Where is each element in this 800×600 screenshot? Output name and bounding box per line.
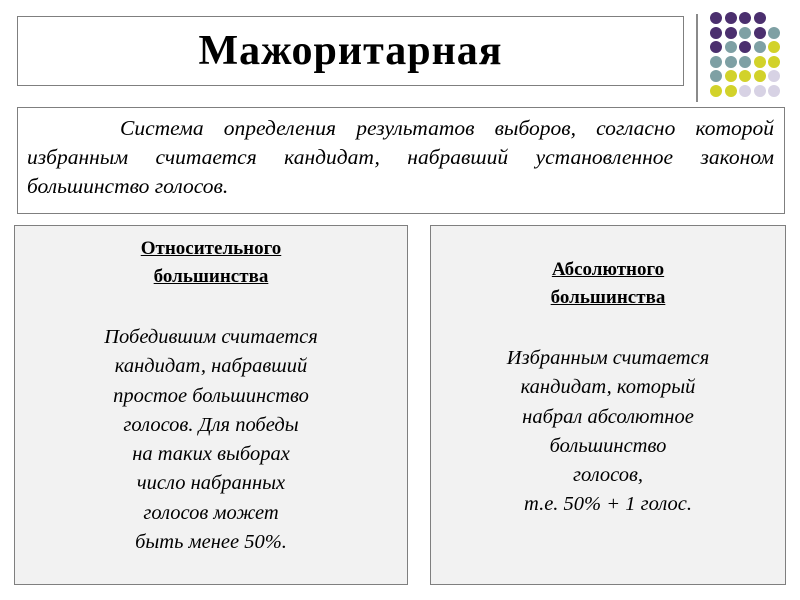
decorative-dot: [710, 70, 722, 82]
absolute-majority-heading: [431, 256, 785, 312]
decorative-dot: [739, 41, 751, 53]
body-line: кандидат, который: [520, 376, 696, 399]
absolute-majority-card: [430, 225, 786, 585]
decorative-dot: [725, 70, 737, 82]
body-line: т.е. 50% + 1 голос.: [524, 493, 692, 516]
decorative-dot: [725, 41, 737, 53]
decorative-dot: [768, 27, 780, 39]
decorative-dot: [725, 85, 737, 97]
decorative-dot: [754, 70, 766, 82]
heading-line: большинства: [550, 287, 666, 308]
body-line: простое большинство: [113, 384, 309, 407]
definition-text: Система определения результатов выборов, согласно которой избранным считается кандидат, набравший установленное законом большинство голосов.: [27, 116, 774, 198]
body-line: Избранным считается: [506, 347, 710, 369]
body-line: большинство: [549, 434, 667, 457]
decorative-dot: [739, 70, 751, 82]
body-line: голосов. Для победы: [123, 413, 299, 436]
decorative-dot: [710, 27, 722, 39]
body-line: Победившим считается: [104, 326, 318, 348]
decorative-dot: [710, 12, 722, 24]
body-line: голосов,: [572, 464, 644, 487]
decorative-dot: [768, 70, 780, 82]
decorative-dot: [768, 41, 780, 53]
decorative-dot: [754, 41, 766, 53]
body-line: голосов может: [143, 501, 279, 524]
body-line: на таких выборах: [132, 443, 290, 466]
absolute-majority-body: [431, 344, 785, 520]
decorative-dot: [754, 56, 766, 68]
decorative-dot: [754, 12, 766, 24]
relative-majority-heading: [15, 235, 407, 291]
body-line: кандидат, набравший: [114, 355, 308, 378]
decorative-dot: [739, 27, 751, 39]
decorative-dot: [754, 27, 766, 39]
heading-line: большинства: [153, 266, 269, 287]
body-line: набрал абсолютное: [522, 405, 694, 428]
decorative-dot: [739, 12, 751, 24]
body-line: быть менее 50%.: [135, 531, 287, 554]
decorative-dot: [739, 85, 751, 97]
decorative-dot: [739, 56, 751, 68]
decorative-dot: [768, 85, 780, 97]
title-box: [17, 16, 684, 86]
decorative-dot: [754, 85, 766, 97]
decorative-dot: [710, 41, 722, 53]
decorative-dot: [710, 56, 722, 68]
decorative-dot: [725, 56, 737, 68]
decorative-dots: [710, 12, 790, 102]
relative-majority-card: [14, 225, 408, 585]
definition-box: [17, 107, 785, 214]
body-line: число набранных: [136, 472, 286, 495]
decorative-dot: [710, 85, 722, 97]
relative-majority-body: [15, 323, 407, 557]
decorative-dot: [725, 12, 737, 24]
slide-title: Мажоритарная: [198, 28, 503, 74]
heading-line: Абсолютного: [551, 259, 665, 280]
decorative-dot: [725, 27, 737, 39]
divider-line: [696, 14, 698, 102]
heading-line: Относительного: [140, 238, 282, 259]
decorative-dot: [768, 56, 780, 68]
